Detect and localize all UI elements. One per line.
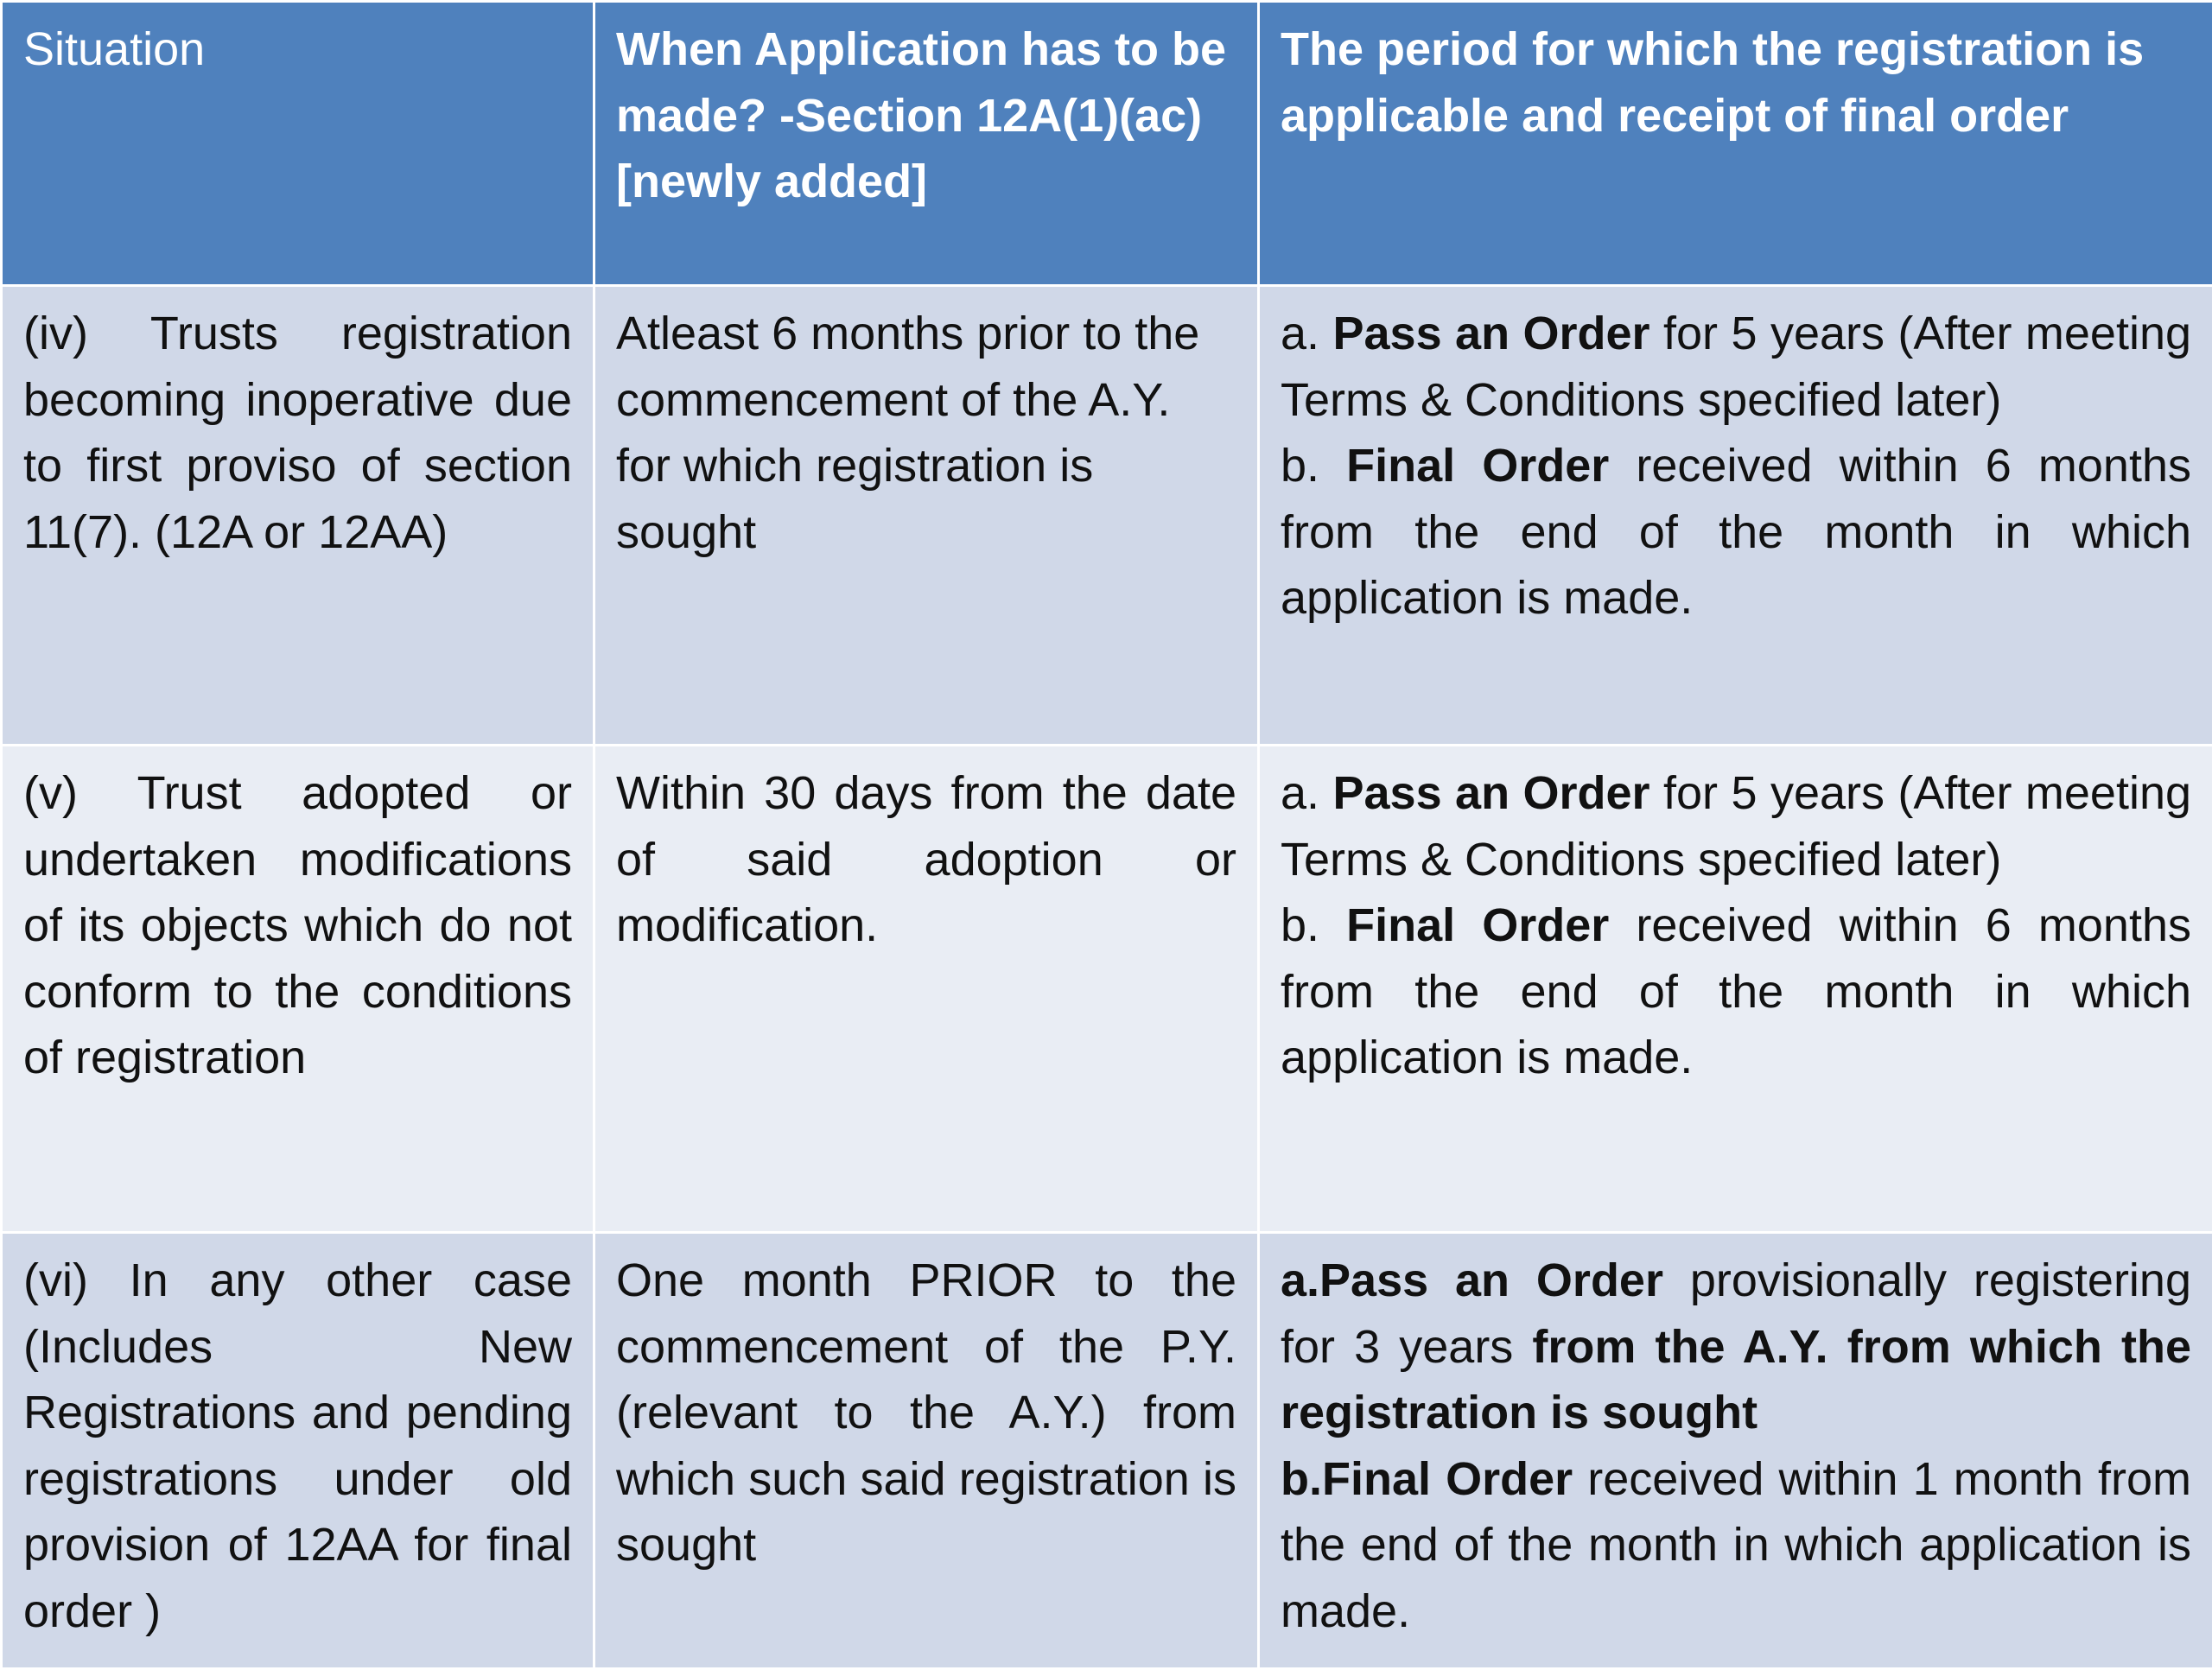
period-b-bold: Final Order <box>1346 899 1609 951</box>
cell-situation: (iv) Trusts registration becoming inoperative due to first proviso of section 11(7). (12A or 12AA) <box>2 286 594 746</box>
period-a-prefix: a. <box>1281 767 1332 819</box>
table-row <box>2 1233 2212 1669</box>
period-b-bold: b.Final Order <box>1281 1453 1573 1505</box>
period-item-b <box>1281 892 2191 1091</box>
cell-situation: (v) Trust adopted or undertaken modifications of its objects which do not conform to the conditions of registration <box>2 746 594 1233</box>
cell-when: One month PRIOR to the commencement of the P.Y. (relevant to the A.Y.) from which such said registration is sought <box>594 1233 1259 1669</box>
period-item-b <box>1281 433 2191 632</box>
period-item-a <box>1281 301 2191 433</box>
header-when-application: When Application has to be made? -Section 12A(1)(ac) [newly added] <box>594 2 1259 286</box>
period-a-bold: a.Pass an Order <box>1281 1254 1663 1306</box>
cell-period <box>1259 746 2212 1233</box>
period-a-text: for 5 years (After meeting Terms & Conditions specified later) <box>1281 767 2191 886</box>
period-b-text: received within 6 months from the end of the month in which application is made. <box>1281 440 2191 624</box>
period-a-text: for 5 years (After meeting Terms & Conditions specified later) <box>1281 308 2191 426</box>
period-b-bold: Final Order <box>1346 440 1609 492</box>
period-a-bold: Pass an Order <box>1332 767 1649 819</box>
period-item-b <box>1281 1446 2191 1645</box>
period-b-prefix: b. <box>1281 899 1346 951</box>
period-b-text: received within 1 month from the end of the month in which application is made. <box>1281 1453 2191 1637</box>
period-b-text: received within 6 months from the end of the month in which application is made. <box>1281 899 2191 1083</box>
period-a-bold-suffix: from the A.Y. from which the registration is sought <box>1281 1321 2191 1439</box>
cell-when: Within 30 days from the date of said adoption or modification. <box>594 746 1259 1233</box>
header-situation: Situation <box>2 2 594 286</box>
period-b-prefix: b. <box>1281 440 1346 492</box>
table-row <box>2 746 2212 1233</box>
header-period: The period for which the registration is applicable and receipt of final order <box>1259 2 2212 286</box>
table-row <box>2 286 2212 746</box>
period-item-a <box>1281 1248 2191 1446</box>
period-a-text: provisionally registering for 3 years <box>1281 1254 2191 1373</box>
cell-period <box>1259 286 2212 746</box>
period-item-a <box>1281 760 2191 892</box>
header-row <box>2 2 2212 286</box>
period-a-prefix: a. <box>1281 308 1332 359</box>
cell-when: Atleast 6 months prior to the commencement of the A.Y. for which registration is sought <box>594 286 1259 746</box>
period-a-bold: Pass an Order <box>1332 308 1649 359</box>
cell-situation: (vi) In any other case (Includes New Registrations and pending registrations under old provision of 12AA for final order ) <box>2 1233 594 1669</box>
cell-period <box>1259 1233 2212 1669</box>
